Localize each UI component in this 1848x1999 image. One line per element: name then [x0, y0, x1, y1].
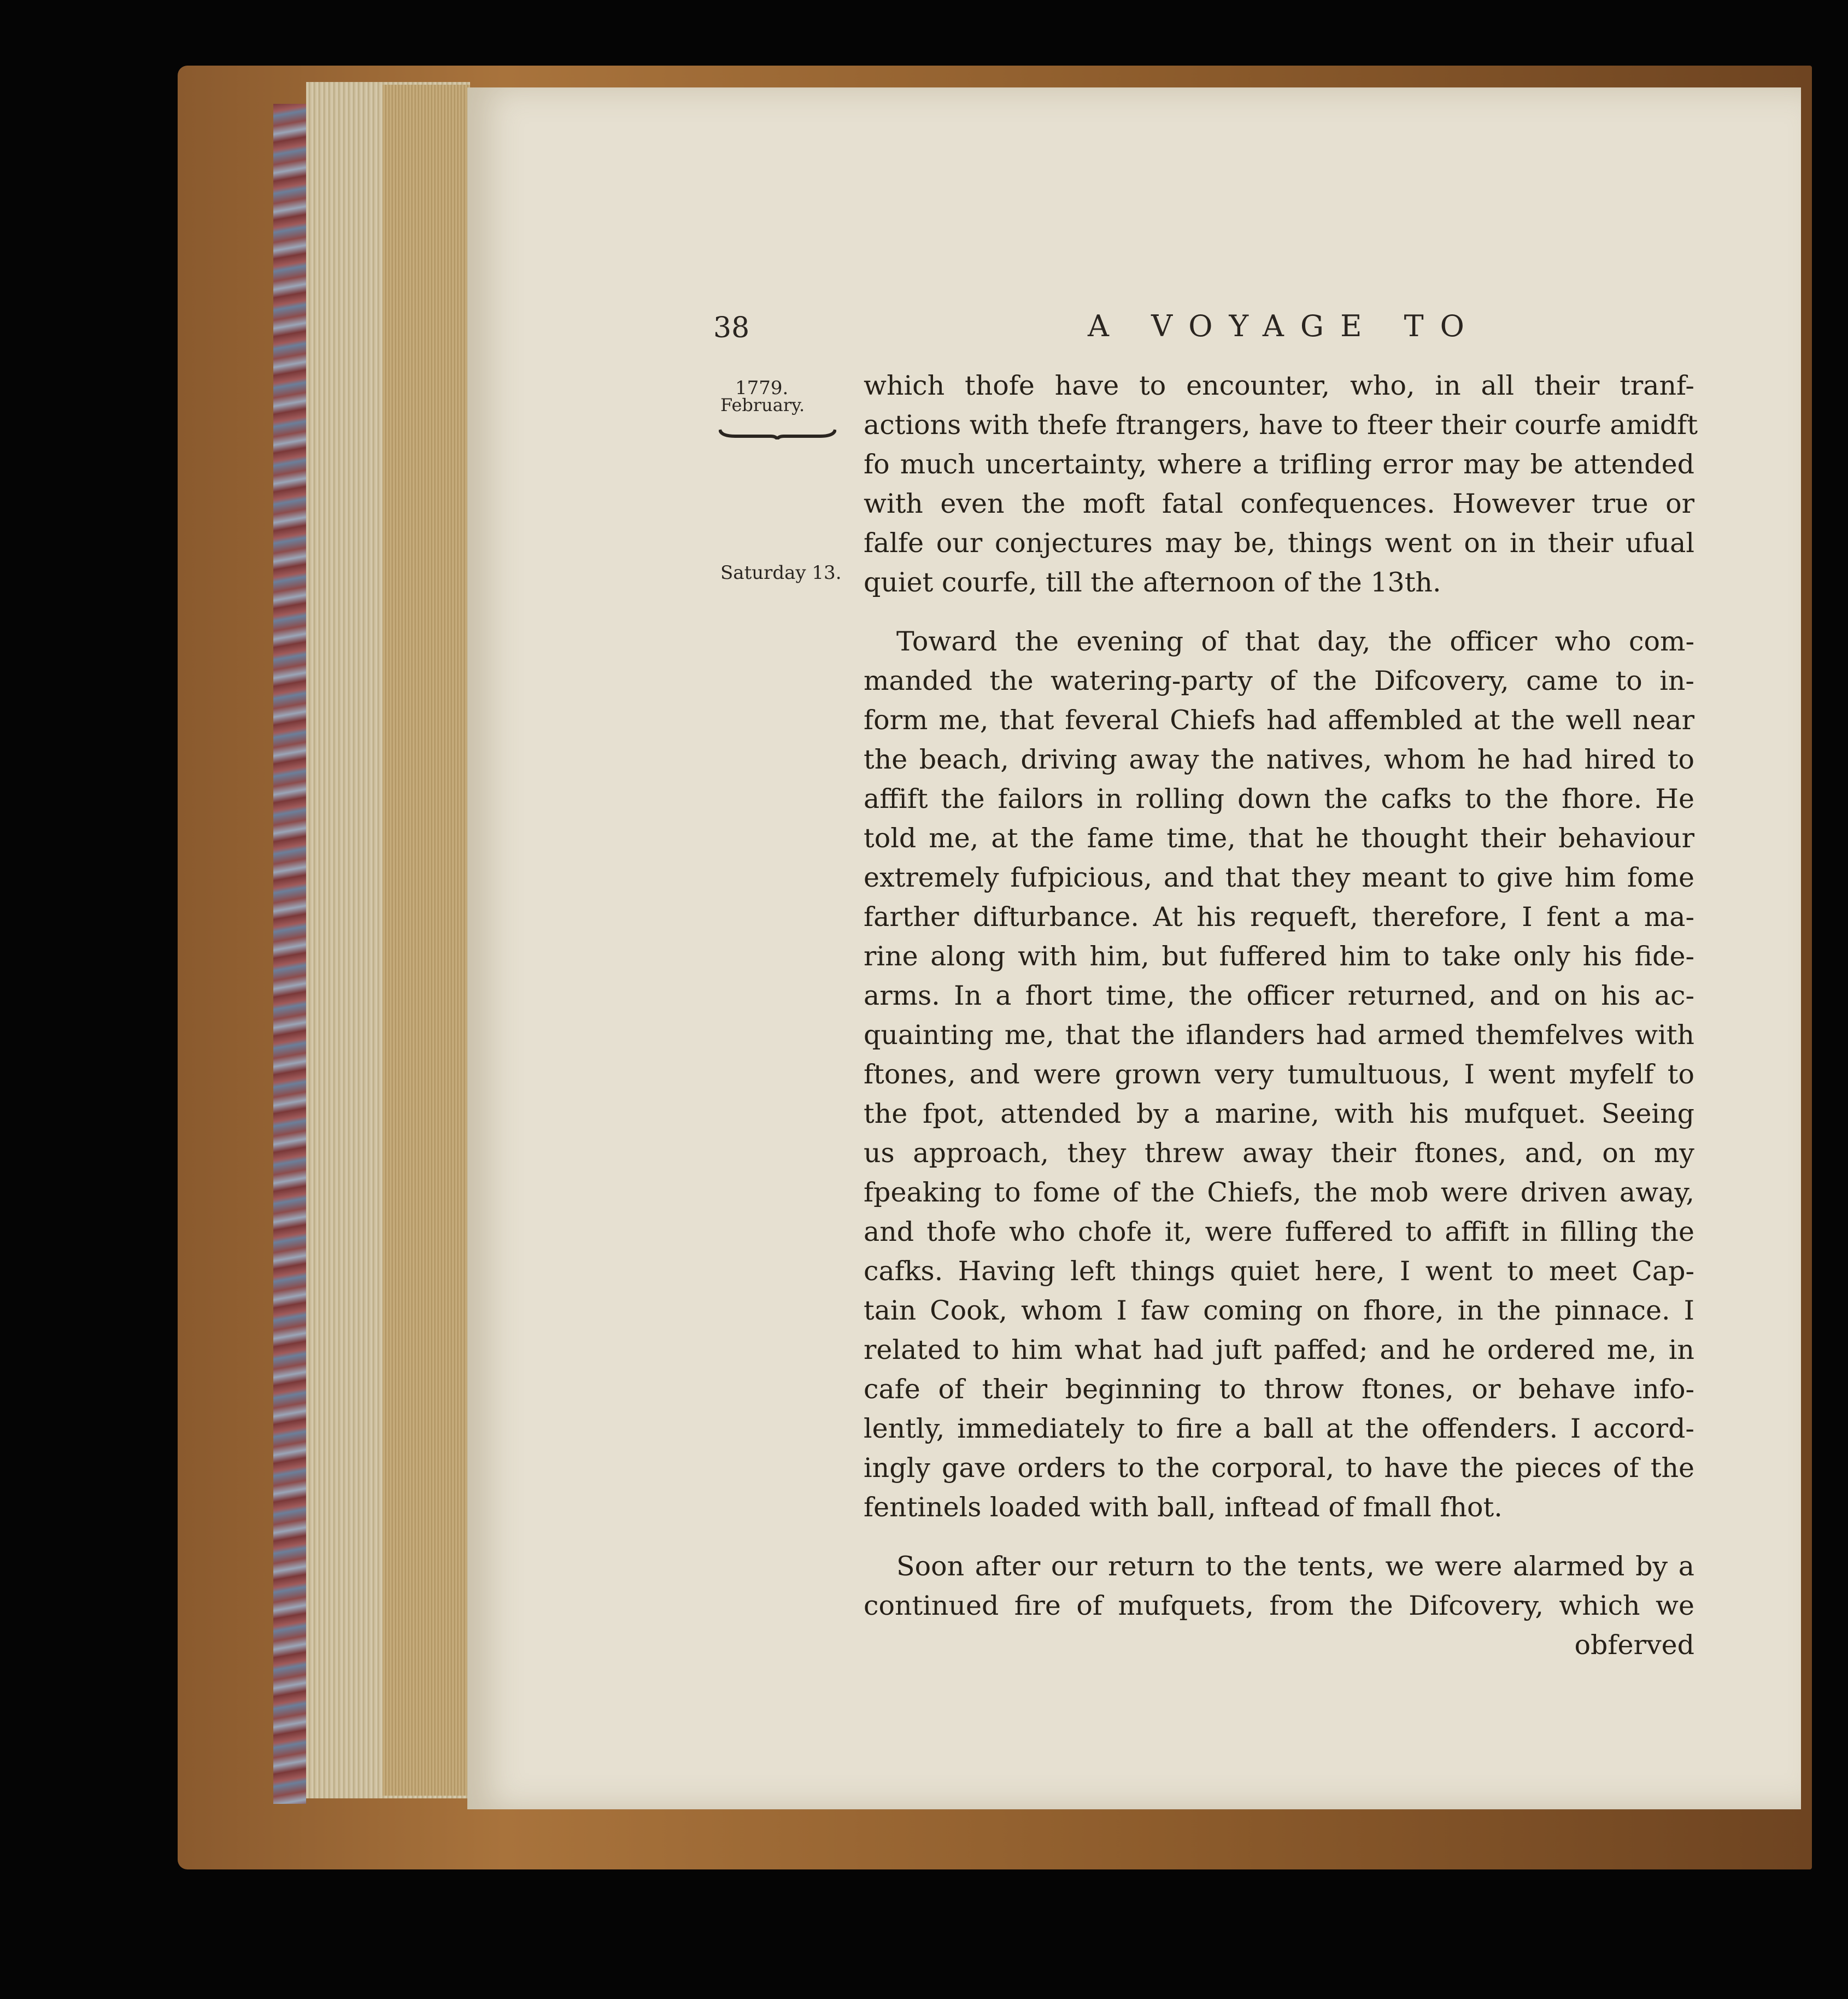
page-edges-gilt	[383, 85, 470, 1796]
body-text	[864, 366, 1698, 1665]
text-line: actions with thefe ftrangers, have to fteer their courfe amidft	[864, 409, 1698, 441]
paragraph-2	[864, 622, 1694, 1527]
margin-date-note: Saturday 13.	[720, 562, 842, 584]
text-line: cafe of their beginning to throw ftones, or behave info-	[864, 1374, 1694, 1405]
text-line: and thofe who chofe it, were fuffered to affift in filling the	[864, 1216, 1694, 1247]
text-line: cafks. Having left things quiet here, I went to meet Cap-	[864, 1256, 1694, 1287]
text-line: manded the watering-party of the Difcovery, came to in-	[864, 665, 1694, 696]
text-line: related to him what had juft paffed; and he ordered me, in	[864, 1334, 1694, 1365]
margin-brace-icon	[719, 427, 836, 439]
marbled-endpaper	[273, 104, 306, 1804]
text-line: us approach, they threw away their ftones, and, on my	[864, 1138, 1694, 1169]
margin-year: 1779.	[735, 377, 789, 399]
text-line: fo much uncertainty, where a trifling error may be attended	[864, 449, 1694, 480]
text-line: tain Cook, whom I faw coming on fhore, in the pinnace. I	[864, 1295, 1694, 1326]
margin-month: February.	[720, 395, 805, 415]
text-line: fentinels loaded with ball, inftead of fmall fhot.	[864, 1492, 1503, 1523]
text-line: fpeaking to fome of the Chiefs, the mob were driven away,	[864, 1177, 1694, 1208]
text-line: lently, immediately to fire a ball at the offenders. I accord-	[864, 1413, 1694, 1444]
text-line: farther difturbance. At his requeft, therefore, I fent a ma-	[864, 901, 1694, 933]
text-line: form me, that feveral Chiefs had affembled at the well near	[864, 705, 1694, 736]
text-line: Toward the evening of that day, the officer who com-	[896, 626, 1694, 657]
paragraph-1	[864, 366, 1698, 602]
running-title: A VOYAGE TO	[1088, 309, 1481, 343]
text-line: ingly gave orders to the corporal, to have the pieces of the	[864, 1452, 1694, 1484]
catchword: obferved	[1574, 1629, 1694, 1661]
text-line: quiet courfe, till the afternoon of the 13th.	[864, 567, 1441, 598]
text-line: falfe our conjectures may be, things went on in their ufual	[864, 527, 1694, 559]
text-line: Soon after our return to the tents, we were alarmed by a	[896, 1551, 1694, 1582]
text-line: ftones, and were grown very tumultuous, I went myfelf to	[864, 1059, 1694, 1090]
text-line: which thofe have to encounter, who, in all their tranf-	[864, 370, 1694, 401]
text-line: with even the moft fatal confequences. However true or	[864, 488, 1694, 519]
text-line: extremely fufpicious, and that they meant to give him fome	[864, 862, 1694, 893]
text-line: continued fire of mufquets, from the Difcovery, which we	[864, 1590, 1694, 1621]
text-line: arms. In a fhort time, the officer returned, and on his ac-	[864, 980, 1694, 1011]
text-line: the beach, driving away the natives, whom he had hired to	[864, 744, 1694, 775]
text-line: rine along with him, but fuffered him to take only his fide-	[864, 941, 1694, 972]
paragraph-3	[864, 1547, 1694, 1665]
page-number: 38	[713, 312, 750, 344]
text-line: affift the failors in rolling down the cafks to the fhore. He	[864, 783, 1694, 814]
text-line: the fpot, attended by a marine, with his mufquet. Seeing	[864, 1098, 1694, 1129]
text-line: told me, at the fame time, that he thought their behaviour	[864, 823, 1694, 854]
text-line: quainting me, that the iflanders had armed themfelves with	[864, 1019, 1694, 1051]
